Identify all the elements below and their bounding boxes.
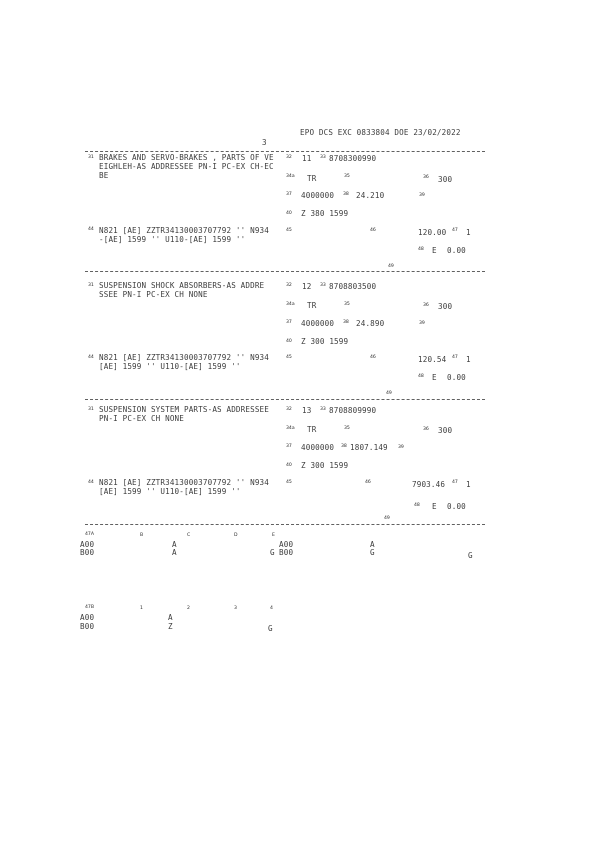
box-46-label: 46 — [370, 355, 376, 360]
tax-cell: A — [172, 548, 177, 557]
box-34a-label: 34a — [286, 426, 295, 431]
box-47-label: 47 — [452, 355, 458, 360]
box-34a-label: 34a — [286, 174, 295, 179]
additional-documents-line2: -[AE] 1599 '' U110-[AE] 1599 '' — [99, 235, 246, 244]
separator-line — [85, 399, 485, 400]
tax-amount: 0.00 — [447, 502, 466, 511]
tax-cell: A00 — [80, 540, 95, 549]
document-header: EPO DCS EXC 0833804 DOE 23/02/2022 — [300, 128, 461, 137]
net-mass: 1807.149 — [350, 443, 388, 452]
box-39-label: 39 — [398, 445, 404, 450]
preference-code: 300 — [438, 426, 453, 435]
goods-description: SUSPENSION SHOCK ABSORBERS-AS ADDRE — [99, 281, 265, 290]
box-35-label: 35 — [344, 174, 350, 179]
box-40-label: 40 — [286, 463, 292, 468]
tax-cell: G — [268, 624, 273, 633]
currency-code: 1 — [466, 228, 471, 237]
additional-documents: N821 [AE] ZZTR34130003707792 '' N934 — [99, 478, 269, 487]
preference-code: 300 — [438, 175, 453, 184]
tax-header: B — [140, 533, 144, 538]
goods-description-line2: PN-I PC-EX CH NONE — [99, 414, 184, 423]
procedure-code: 4000000 — [301, 191, 335, 200]
box-49-label: 49 — [388, 264, 394, 269]
statistical-value: 120.00 — [418, 228, 447, 237]
procedure-code: 4000000 — [301, 319, 335, 328]
tax-cell: A00 — [80, 613, 95, 622]
box-38-label: 38 — [341, 444, 347, 449]
box-47-label: 47 — [452, 228, 458, 233]
box-48-label: 48 — [414, 503, 420, 508]
box-49-label: 49 — [386, 391, 392, 396]
box-46-label: 46 — [365, 480, 371, 485]
box-40-label: 40 — [286, 211, 292, 216]
goods-description: SUSPENSION SYSTEM PARTS-AS ADDRESSEE — [99, 405, 269, 414]
goods-description-line2: EIGHLEH-AS ADDRESSEE PN-I PC-EX CH-EC — [99, 162, 274, 171]
origin-country: TR — [307, 174, 317, 183]
box-44-label: 44 — [88, 227, 94, 232]
page-number: 3 — [262, 138, 267, 147]
marks-value: BE — [99, 171, 109, 180]
box-45-label: 45 — [286, 228, 292, 233]
tax-cell: A — [168, 613, 173, 622]
separator-line — [85, 151, 485, 152]
box-49-label: 49 — [384, 516, 390, 521]
box-46-label: 46 — [370, 228, 376, 233]
tax-header: 47A — [85, 532, 94, 537]
box-38-label: 38 — [343, 192, 349, 197]
additional-documents: N821 [AE] ZZTR34130003707792 '' N934 — [99, 353, 269, 362]
box-34a-label: 34a — [286, 302, 295, 307]
tax-cell: A00 — [279, 540, 294, 549]
tax-header: 3 — [234, 606, 237, 611]
currency-code: 1 — [466, 480, 471, 489]
tax-header: 1 — [140, 606, 143, 611]
box-37-label: 37 — [286, 444, 292, 449]
tax-cell: A — [370, 540, 375, 549]
tax-cell: Z — [168, 622, 173, 631]
box-36-label: 36 — [423, 175, 429, 180]
box-48-label: 48 — [418, 247, 424, 252]
statistical-value: 120.54 — [418, 355, 447, 364]
tax-cell: B00 — [80, 622, 95, 631]
payment-method: E — [432, 246, 437, 255]
tax-header: D — [234, 533, 238, 538]
currency-code: 1 — [466, 355, 471, 364]
net-mass: 24.210 — [356, 191, 385, 200]
additional-documents: N821 [AE] ZZTR34130003707792 '' N934 — [99, 226, 269, 235]
previous-document: Z 300 1599 — [301, 337, 349, 346]
box-48-label: 48 — [418, 374, 424, 379]
box-39-label: 39 — [419, 321, 425, 326]
additional-documents-line2: [AE] 1599 '' U110-[AE] 1599 '' — [99, 487, 241, 496]
payment-method: E — [432, 502, 437, 511]
box-44-label: 44 — [88, 480, 94, 485]
box-45-label: 45 — [286, 355, 292, 360]
tax-amount: 0.00 — [447, 373, 466, 382]
item-number: 11 — [302, 154, 312, 163]
box-44-label: 44 — [88, 355, 94, 360]
box-38-label: 38 — [343, 320, 349, 325]
goods-description: BRAKES AND SERVO-BRAKES , PARTS OF VE — [99, 153, 274, 162]
item-number: 12 — [302, 282, 312, 291]
box-33-label: 33 — [320, 283, 326, 288]
separator-line — [85, 524, 485, 525]
box-32-label: 32 — [286, 283, 292, 288]
item-number: 13 — [302, 406, 312, 415]
box-31-label: 31 — [88, 407, 94, 412]
box-40-label: 40 — [286, 339, 292, 344]
additional-documents-line2: [AE] 1599 '' U110-[AE] 1599 '' — [99, 362, 241, 371]
box-31-label: 31 — [88, 283, 94, 288]
box-39-label: 39 — [419, 193, 425, 198]
tax-header: 2 — [187, 606, 190, 611]
procedure-code: 4000000 — [301, 443, 335, 452]
box-47-label: 47 — [452, 480, 458, 485]
box-36-label: 36 — [423, 303, 429, 308]
tax-header: 47B — [85, 605, 94, 610]
origin-country: TR — [307, 301, 317, 310]
tax-header: E — [272, 533, 275, 538]
box-32-label: 32 — [286, 407, 292, 412]
previous-document: Z 380 1599 — [301, 209, 349, 218]
goods-description-line2: SSEE PN-I PC-EX CH NONE — [99, 290, 208, 299]
box-36-label: 36 — [423, 427, 429, 432]
box-35-label: 35 — [344, 302, 350, 307]
box-37-label: 37 — [286, 192, 292, 197]
box-32-label: 32 — [286, 155, 292, 160]
tax-cell: G — [370, 548, 375, 557]
tax-cell: B00 — [80, 548, 95, 557]
tax-cell: G — [468, 551, 473, 560]
box-33-label: 33 — [320, 407, 326, 412]
box-33-label: 33 — [320, 155, 326, 160]
tax-header: C — [187, 533, 191, 538]
box-35-label: 35 — [344, 426, 350, 431]
commodity-code: 8708300990 — [329, 154, 377, 163]
box-31-label: 31 — [88, 155, 94, 160]
commodity-code: 8708809990 — [329, 406, 377, 415]
previous-document: Z 300 1599 — [301, 461, 349, 470]
statistical-value: 7903.46 — [412, 480, 446, 489]
tax-header: 4 — [270, 606, 273, 611]
tax-cell: G — [270, 548, 275, 557]
origin-country: TR — [307, 425, 317, 434]
separator-line — [85, 271, 485, 272]
payment-method: E — [432, 373, 437, 382]
tax-cell: B00 — [279, 548, 294, 557]
box-45-label: 45 — [286, 480, 292, 485]
box-37-label: 37 — [286, 320, 292, 325]
tax-cell: A — [172, 540, 177, 549]
tax-amount: 0.00 — [447, 246, 466, 255]
preference-code: 300 — [438, 302, 453, 311]
net-mass: 24.890 — [356, 319, 385, 328]
commodity-code: 8708803500 — [329, 282, 377, 291]
